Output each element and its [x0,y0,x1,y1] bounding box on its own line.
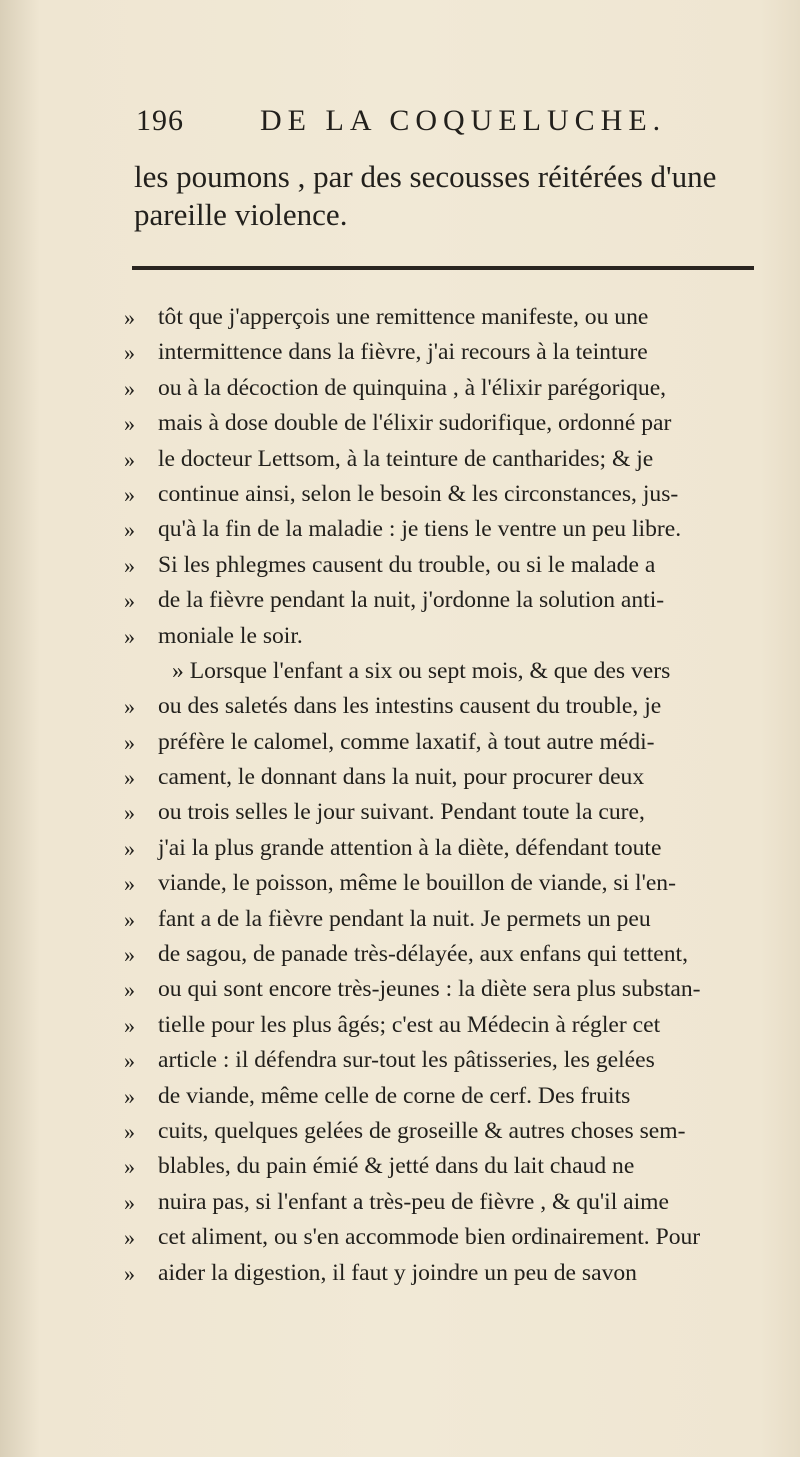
line-text: intermittence dans la fièvre, j'ai recours à la teinture [158,339,648,366]
line-text: de viande, même celle de corne de cerf. Des fruits [158,1082,631,1109]
quote-mark: » [124,729,135,755]
text-line [124,654,764,689]
line-text: ou qui sont encore très-jeunes : la diète sera plus substan- [158,976,701,1003]
text-line [124,335,764,370]
line-text: nuira pas, si l'enfant a très-peu de fièvre , & qu'il aime [158,1188,669,1215]
quote-mark: » [124,1154,135,1180]
text-line [124,619,764,654]
quote-mark: » [124,481,135,507]
page-header [132,104,760,148]
text-line [124,371,764,406]
text-line [124,583,764,618]
line-text: le docteur Lettsom, à la teinture de cantharides; & je [158,445,654,472]
quote-mark: » [124,588,135,614]
line-text: préfère le calomel, comme laxatif, à tout autre médi- [158,728,655,755]
line-text: cet aliment, ou s'en accommode bien ordinairement. Pour [158,1224,701,1251]
quote-mark: » [124,517,135,543]
text-line [124,477,764,512]
quote-mark: » [124,375,135,401]
quote-mark: » [124,340,135,366]
intro-paragraph: les poumons , par des secousses réitérées d'une pareille violence. [134,159,717,232]
text-line [124,406,764,441]
text-line [124,300,764,335]
line-text: viande, le poisson, même le bouillon de viande, si l'en- [158,870,676,897]
text-line [124,548,764,583]
text-line [124,442,764,477]
text-line [124,795,764,830]
text-line [124,760,764,795]
quote-mark: » [124,765,135,791]
line-text: continue ainsi, selon le besoin & les circonstances, jus- [158,480,679,507]
text-line [124,972,764,1007]
line-text: Si les phlegmes causent du trouble, ou si le malade a [158,551,656,578]
line-text: cuits, quelques gelées de groseille & autres choses sem- [158,1117,686,1144]
line-text: » Lorsque l'enfant a six ou sept mois, & que des vers [172,657,671,684]
quote-mark: » [124,942,135,968]
line-text: j'ai la plus grande attention à la diète, défendant toute [158,834,662,861]
quote-mark: » [124,977,135,1003]
quote-mark: » [124,800,135,826]
text-line [124,1149,764,1184]
quote-mark: » [124,623,135,649]
quote-mark: » [124,871,135,897]
line-text: ou des saletés dans les intestins causent du trouble, je [158,693,662,720]
text-line [124,689,764,724]
text-line [124,937,764,972]
line-text: de sagou, de panade très-délayée, aux enfans qui tettent, [158,941,688,968]
text-line [124,1256,764,1291]
line-text: article : il défendra sur-tout les pâtisseries, les gelées [158,1047,655,1074]
line-text: aider la digestion, il faut y joindre un peu de savon [158,1259,637,1286]
line-text: blables, du pain émié & jetté dans du lait chaud ne [158,1153,635,1180]
text-line [124,1220,764,1255]
text-line [124,1079,764,1114]
text-line [124,831,764,866]
quoted-text-block [124,300,764,1291]
text-line [124,512,764,547]
text-line [124,1043,764,1078]
text-line [124,866,764,901]
page-number: 196 [136,104,184,137]
line-text: cament, le donnant dans la nuit, pour procurer deux [158,764,645,791]
text-line [124,725,764,760]
line-text: tielle pour les plus âgés; c'est au Médecin à régler cet [158,1011,661,1038]
text-line [124,1185,764,1220]
line-text: ou trois selles le jour suivant. Pendant toute la cure, [158,799,645,826]
text-line [124,902,764,937]
line-text: moniale le soir. [158,622,303,649]
quote-mark: » [124,694,135,720]
line-text: mais à dose double de l'élixir sudorifique, ordonné par [158,410,672,437]
quote-mark: » [124,1189,135,1215]
text-line [124,1114,764,1149]
quote-mark: » [124,552,135,578]
quote-mark: » [124,305,135,330]
line-text: qu'à la fin de la maladie : je tiens le ventre un peu libre. [158,516,682,543]
quote-mark: » [124,1012,135,1038]
line-text: ou à la décoction de quinquina , à l'élixir parégorique, [158,374,667,401]
quote-mark: » [124,906,135,932]
line-text: de la fièvre pendant la nuit, j'ordonne la solution anti- [158,587,665,614]
quote-mark: » [124,1260,135,1286]
quote-mark [124,654,158,689]
quote-mark: » [124,1048,135,1074]
text-line [124,1008,764,1043]
line-text: tôt que j'apperçois une remittence manifeste, ou une [158,304,649,330]
quote-mark: » [124,1118,135,1144]
quote-mark: » [124,1083,135,1109]
quote-mark: » [124,1225,135,1251]
section-rule [132,266,754,270]
quote-mark: » [124,446,135,472]
quote-mark: » [124,411,135,437]
running-title: DE LA COQUELUCHE. [260,104,667,137]
quote-mark: » [124,835,135,861]
line-text: fant a de la fièvre pendant la nuit. Je permets un peu [158,905,651,932]
